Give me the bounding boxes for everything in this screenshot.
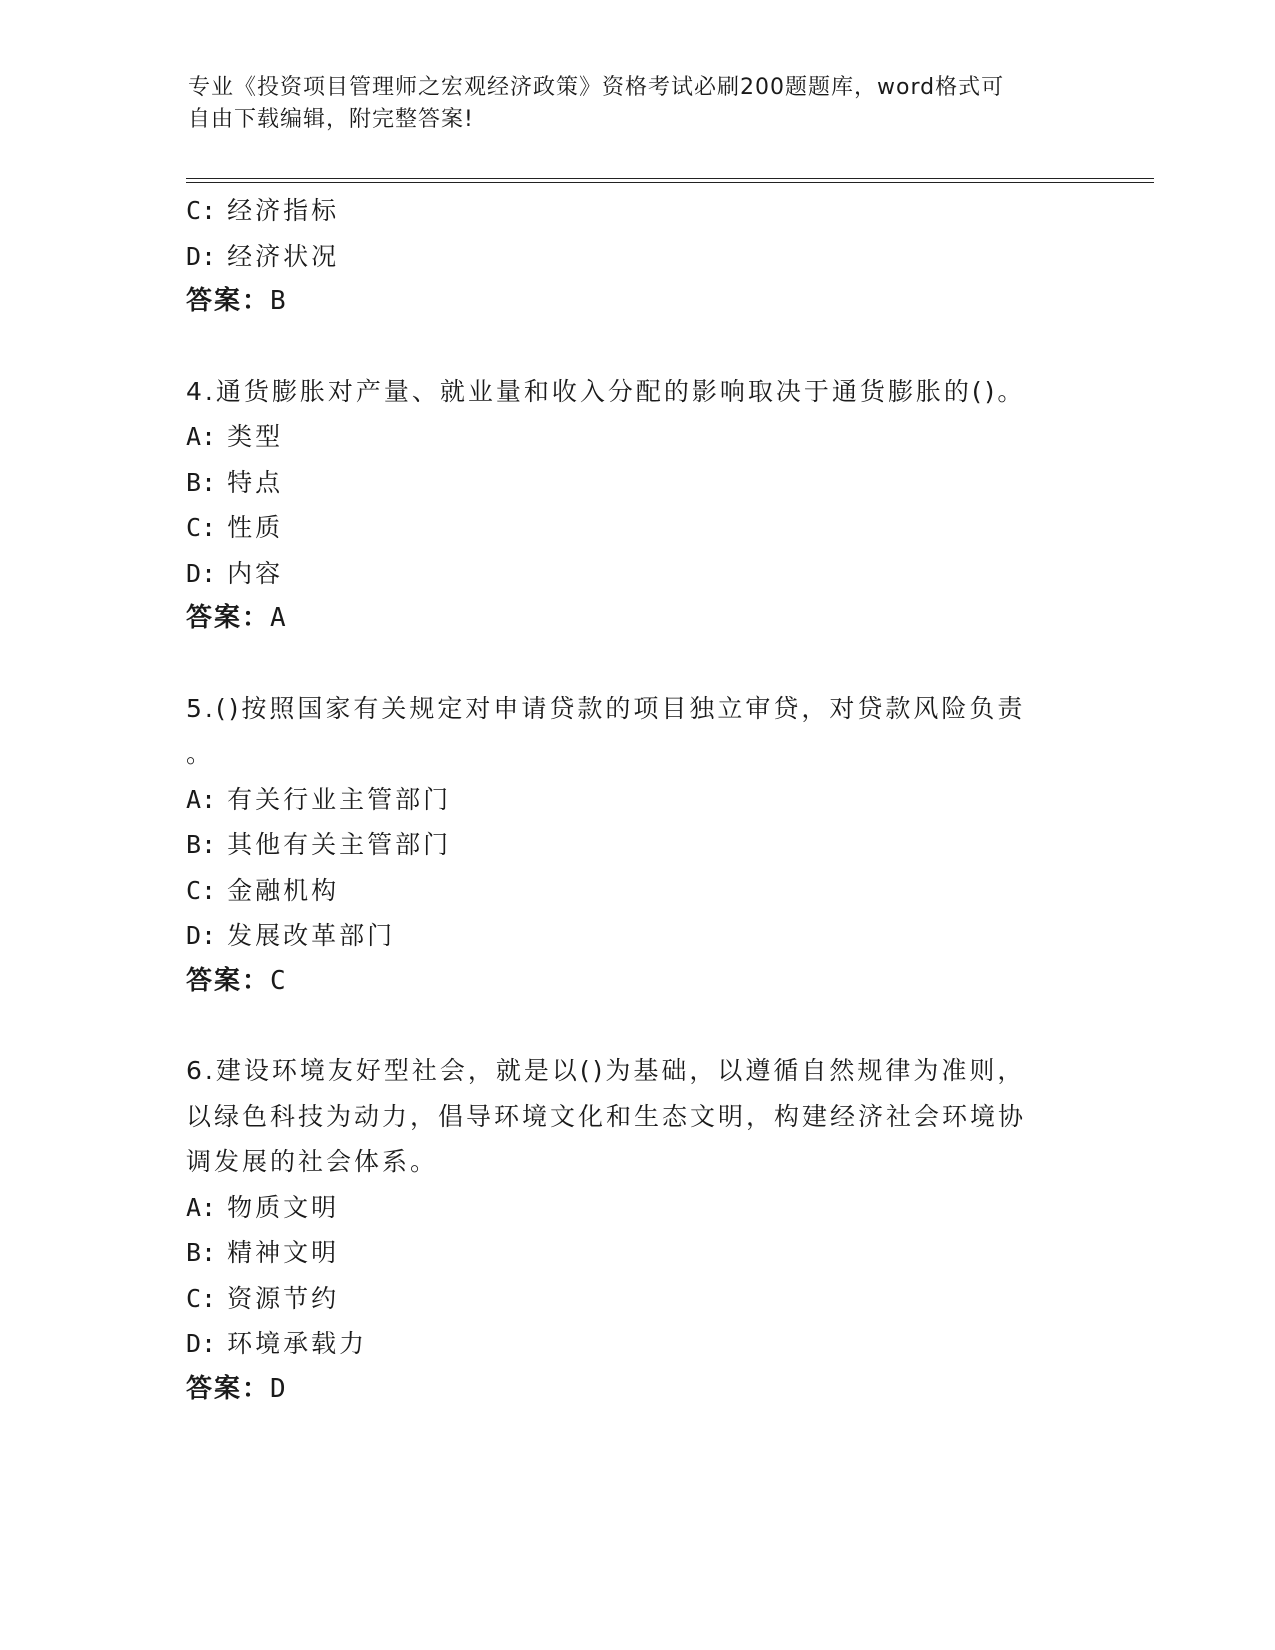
question-stem: 6.建设环境友好型社会，就是以()为基础，以遵循自然规律为准则， [186,1056,1026,1085]
option-a: A: 有关行业主管部门 [186,784,452,814]
option-c: C: 资源节约 [186,1283,340,1313]
option-b: B: 精神文明 [186,1238,340,1267]
option-a: A: 物质文明 [186,1192,340,1222]
header-line-1: 专业《投资项目管理师之宏观经济政策》资格考试必刷200题题库，word格式可 [188,75,1005,100]
answer-line: 答案：C [186,965,288,996]
question-stem: 4.通货膨胀对产量、就业量和收入分配的影响取决于通货膨胀的()。 [186,376,1026,406]
header-double-rule [186,178,1154,183]
question-6 [186,1048,1066,1412]
answer-line: 答案：B [186,286,288,316]
answer-line: 答案：A [186,603,288,633]
question-stem: 调发展的社会体系。 [186,1147,439,1176]
option-d: D: 环境承载力 [186,1329,368,1358]
question-stem: 。 [186,739,215,768]
answer-line: 答案：D [186,1373,288,1404]
option-c: C: 经济指标 [186,196,340,225]
question-continued [186,188,1066,325]
option-c: C: 性质 [186,513,284,542]
option-d: D: 发展改革部门 [186,921,396,950]
option-b: B: 其他有关主管部门 [186,830,452,859]
document-header [188,72,1068,136]
option-c: C: 金融机构 [186,875,340,905]
option-b: B: 特点 [186,467,284,497]
question-stem: 5.()按照国家有关规定对申请贷款的项目独立审贷，对贷款风险负责 [186,693,1026,723]
question-5 [186,686,1066,1005]
question-4 [186,369,1066,642]
option-a: A: 类型 [186,422,284,451]
option-d: D: 经济状况 [186,241,340,271]
question-gap [186,642,1066,686]
header-line-2: 自由下载编辑，附完整答案! [188,107,474,132]
question-gap [186,1004,1066,1048]
question-list [186,188,1066,1412]
question-stem: 以绿色科技为动力，倡导环境文化和生态文明，构建经济社会环境协 [186,1101,1027,1131]
option-d: D: 内容 [186,558,284,588]
question-gap [186,325,1066,369]
